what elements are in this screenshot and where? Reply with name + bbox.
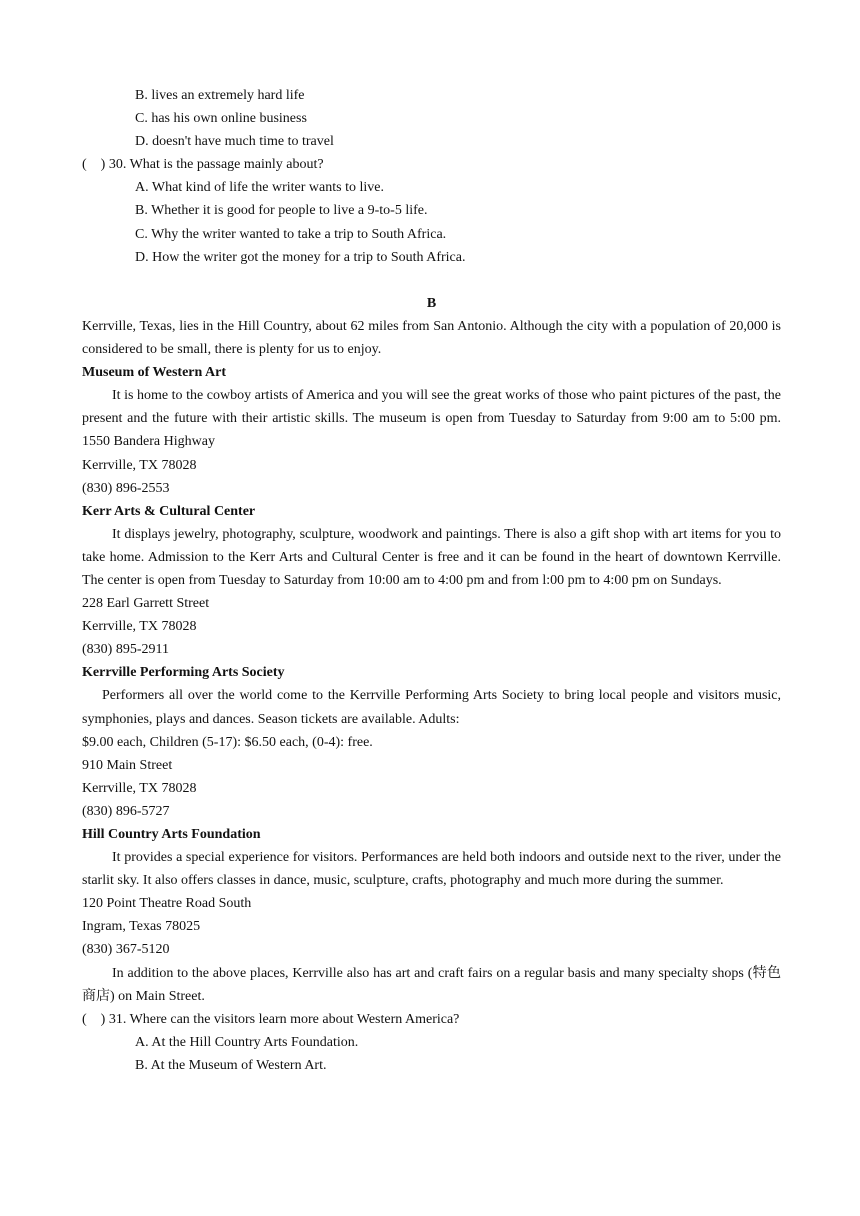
kerr-arts-heading: Kerr Arts & Cultural Center — [82, 503, 256, 519]
hill-country-heading: Hill Country Arts Foundation — [82, 827, 261, 842]
museum-city: Kerrville, TX 78028 — [82, 457, 197, 473]
q29-option-d: D. doesn't have much time to travel — [135, 134, 334, 150]
museum-description: It is home to the cowboy artists of America and you will see the great works of those who paint pictures of the past, the present and the future with their artistic skills. The museum is open from Tuesday to Saturday from 9:00 am to 5:00 pm. 1550 Bandera Highway — [82, 388, 781, 450]
section-spacer — [82, 269, 781, 292]
museum-phone: (830) 896-2553 — [82, 480, 170, 496]
q30-stem: ( ) 30. What is the passage mainly about? — [82, 157, 324, 173]
q29-option-b: B. lives an extremely hard life — [135, 88, 305, 103]
performing-arts-street: 910 Main Street — [82, 757, 173, 773]
kerr-arts-phone: (830) 895-2911 — [82, 642, 169, 658]
hill-country-description: It provides a special experience for visitors. Performances are held both indoors and outside next to the river, under the starlit sky. It also offers classes in dance, music, sculpture, crafts, photography and much more during the summer. — [82, 850, 781, 889]
performing-arts-heading: Kerrville Performing Arts Society — [82, 665, 285, 681]
closing-paragraph: In addition to the above places, Kerrville also has art and craft fairs on a regular basis and many specialty shops (特色商店) on Main Street. — [82, 965, 781, 1004]
kerr-arts-city: Kerrville, TX 78028 — [82, 619, 197, 635]
q29-option-c: C. has his own online business — [135, 111, 307, 127]
performing-arts-prices: $9.00 each, Children (5-17): $6.50 each, (0-4): free. — [82, 734, 373, 750]
section-b-intro: Kerrville, Texas, lies in the Hill Country, about 62 miles from San Antonio. Although the city with a population of 20,000 is considered to be small, there is plenty for us to enjoy. — [82, 318, 781, 358]
section-b-label: B — [426, 295, 437, 311]
performing-arts-city: Kerrville, TX 78028 — [82, 780, 197, 796]
hill-country-street: 120 Point Theatre Road South — [82, 896, 252, 912]
q30-option-a: A. What kind of life the writer wants to live. — [135, 180, 384, 196]
museum-heading: Museum of Western Art — [82, 365, 226, 381]
q30-option-c: C. Why the writer wanted to take a trip to South Africa. — [135, 226, 447, 242]
q30-option-d: D. How the writer got the money for a trip to South Africa. — [135, 249, 466, 265]
kerr-arts-description: It displays jewelry, photography, sculpture, woodwork and paintings. There is also a gift shop with art items for you to take home. Admission to the Kerr Arts and Cultural Center is free and it can be found in the heart of downtown Kerrville. The center is open from Tuesday to Saturday from 10:00 am to 4:00 pm and from l:00 pm to 4:00 pm on Sundays. — [82, 526, 781, 588]
q31-stem: ( ) 31. Where can the visitors learn more about Western America? — [82, 1011, 460, 1027]
q30-option-b: B. Whether it is good for people to live a 9-to-5 life. — [135, 203, 428, 219]
hill-country-phone: (830) 367-5120 — [82, 942, 170, 958]
performing-arts-description: Performers all over the world come to the Kerrville Performing Arts Society to bring local people and visitors music, symphonies, plays and dances. Season tickets are available. Adults: — [82, 688, 781, 727]
performing-arts-phone: (830) 896-5727 — [82, 803, 170, 819]
q31-option-a: A. At the Hill Country Arts Foundation. — [135, 1034, 359, 1050]
q31-option-b: B. At the Museum of Western Art. — [135, 1057, 327, 1073]
kerr-arts-street: 228 Earl Garrett Street — [82, 596, 210, 612]
hill-country-city: Ingram, Texas 78025 — [82, 919, 201, 935]
